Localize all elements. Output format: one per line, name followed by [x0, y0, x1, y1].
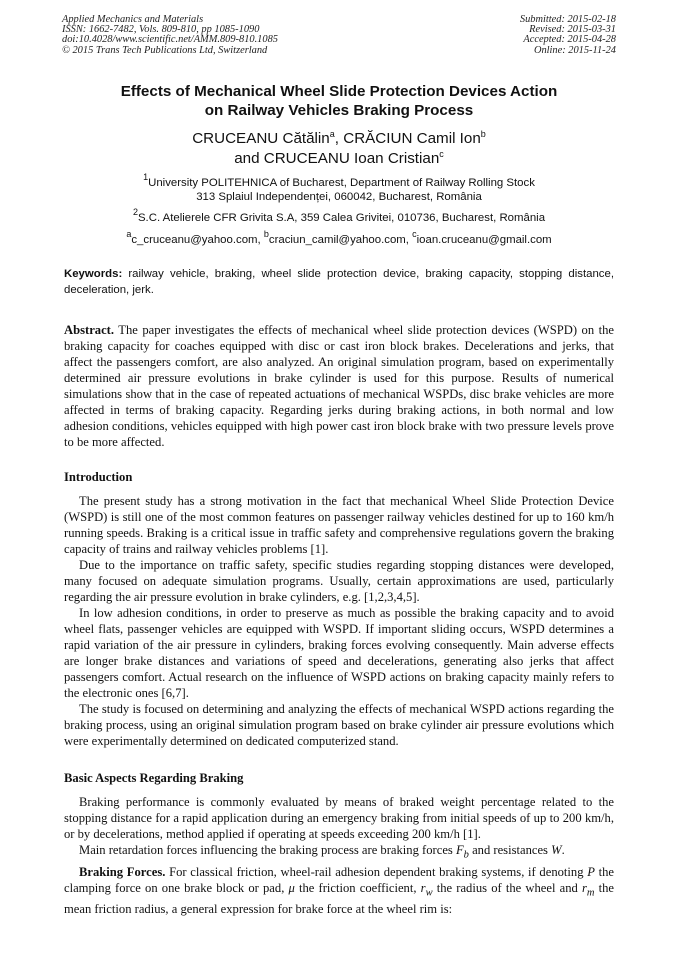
- symbol-sub: m: [586, 887, 595, 899]
- symbol-r: r: [581, 880, 587, 895]
- symbol-P: P: [587, 864, 595, 879]
- introduction-body: [64, 493, 614, 749]
- email-a: c_cruceanu@yahoo.com,: [131, 234, 264, 246]
- date-online: Online: 2015-11-24: [533, 44, 616, 56]
- journal-copyright: © 2015 Trans Tech Publications Ltd, Switzerland: [62, 44, 268, 56]
- affiliation-1-line-1: University POLITEHNICA of Bucharest, Department of Railway Rolling Stock: [148, 177, 535, 189]
- section-heading-basic-aspects: Basic Aspects Regarding Braking: [64, 771, 244, 785]
- symbol-r: r: [420, 880, 426, 895]
- title-line-1: Effects of Mechanical Wheel Slide Protection Devices Action: [120, 83, 558, 100]
- affiliation-2-text: S.C. Atelierele CFR Grivita S.A, 359 Calea Grivitei, 010736, Bucharest, România: [137, 212, 546, 224]
- journal-doi: doi:10.4028/www.scientific.net/AMM.809-810.1085: [62, 34, 278, 46]
- author-emails: [40, 229, 638, 247]
- affiliation-2-sup: 2: [132, 207, 138, 217]
- title-line-2: on Railway Vehicles Braking Process: [204, 102, 474, 119]
- symbol-mu: μ: [288, 880, 295, 895]
- keywords-text: railway vehicle, braking, wheel slide protection device, braking capacity, stopping distance, deceleration, jerk.: [64, 268, 614, 296]
- abstract-label: Abstract.: [64, 323, 115, 337]
- text-run: the clamping force on one brake block or pad,: [64, 864, 614, 895]
- author-3: CRUCEANU Ioan Cristian: [263, 150, 440, 167]
- paragraph: The study is focused on determining and analyzing the effects of mechanical WSPD actions regarding the braking process, using an original simulation program based on brake cylinder air pressure evolutions which were experimentally determined on dedicated computerized stand.: [64, 702, 614, 748]
- paragraph: Braking performance is commonly evaluated by means of braked weight percentage related to the stopping distance for a rapid application during an emergency braking from initial speeds of up to 200 km/h, or by decelerations, method applied if operating at speeds exceeding 200 km/h [1].: [64, 795, 614, 841]
- symbol-F: F: [455, 843, 464, 857]
- date-submitted: Submitted: 2015-02-18: [519, 14, 616, 25]
- author-1-sup: a: [329, 129, 335, 139]
- symbol-sub: b: [463, 849, 469, 861]
- text-run: and resistances: [468, 843, 552, 857]
- paragraph: In low adhesion conditions, in order to preserve as much as possible the braking capacity and to avoid wheel flats, passenger vehicles are equipped with WSPD. If important sliding occurs, WSPD determines a rapid variation of the air pressure in cylinders, braking forces evolving consequently. Main adverse effects are longer brake distances and variations of speed and decelerations, generating also jerks that affect passengers comfort. Actual research on the influence of WSPD actions on braking capacity mainly refers to the electronic ones [6,7].: [64, 606, 614, 700]
- affiliation-1-line-2: 313 Splaiul Independenței, 060042, Bucharest, România: [196, 191, 482, 204]
- text-run: the friction coefficient,: [294, 880, 421, 895]
- text-run: .: [561, 843, 565, 857]
- author-1: CRUCEANU Cătălin: [192, 130, 330, 147]
- email-b: craciun_camil@yahoo.com,: [268, 234, 413, 246]
- email-c: ioan.cruceanu@gmail.com: [416, 234, 552, 246]
- author-and: and: [234, 150, 264, 167]
- author-list: [40, 129, 638, 169]
- basic-aspects-body: [64, 794, 614, 917]
- submission-dates: [520, 15, 616, 56]
- date-revised: Revised: 2015-03-31: [529, 24, 616, 36]
- author-2: CRĂCIUN Camil Ion: [343, 130, 481, 147]
- keywords: [64, 266, 614, 298]
- text-run: Main retardation forces influencing the braking process are braking forces: [79, 843, 456, 857]
- affiliation-1: [40, 172, 638, 205]
- affiliation-2: [40, 207, 638, 225]
- paragraph: The present study has a strong motivation in the fact that mechanical Wheel Slide Protection Device (WSPD) is still one of the most common features on passenger railway vehicles destined for up to 160 km/h running speeds. Braking is a critical issue in traffic safety and comprehensive regulations govern the braking capacity of trains and railway vehicles problems [1].: [64, 494, 614, 556]
- affiliation-1-sup: 1: [143, 172, 149, 182]
- paragraph-label: Braking Forces.: [79, 864, 166, 879]
- paragraph: Due to the importance on traffic safety, specific studies regarding stopping distances were developed, many focused on adequate simulation programs. Usually, certain approximations are used, particularly regarding the air pressure evolution in brake cylinders, e.g. [1,2,3,4,5].: [64, 558, 614, 604]
- paragraph: [64, 864, 614, 918]
- abstract: [64, 322, 614, 450]
- date-accepted: Accepted: 2015-04-28: [523, 34, 616, 46]
- journal-info: [62, 15, 278, 56]
- text-run: the mean friction radius, a general expression for brake force at the wheel rim is:: [64, 880, 614, 917]
- journal-issn: ISSN: 1662-7482, Vols. 809-810, pp 1085-1090: [62, 24, 260, 36]
- journal-name: Applied Mechanics and Materials: [62, 14, 204, 25]
- symbol-sub: w: [425, 887, 433, 899]
- text-run: the radius of the wheel and: [432, 880, 582, 895]
- keywords-label: Keywords:: [64, 268, 123, 280]
- email-b-sup: b: [263, 229, 269, 239]
- text-run: For classical friction, wheel-rail adhesion dependent braking systems, if denoting: [165, 864, 588, 879]
- section-heading-introduction: Introduction: [64, 470, 133, 484]
- symbol-W: W: [551, 843, 562, 857]
- author-3-sup: c: [439, 149, 444, 159]
- paper-title: [40, 82, 638, 120]
- email-a-sup: a: [126, 229, 132, 239]
- email-c-sup: c: [412, 229, 417, 239]
- abstract-text: The paper investigates the effects of mechanical wheel slide protection devices (WSPD) on the braking capacity for coaches equipped with disc or cast iron block brakes. Decelerations and jerks, that affect the passengers comfort, are also analyzed. An original simulation program, based on experimentally determined air pressure evolutions in brake cylinder is used for this purpose. Results of numerical simulations show that in the case of repeated actuations of mechanical WSPDs, disc brake vehicles are more affected in terms of braking capacity. Regarding jerks during braking actions, in both normal and low adhesion conditions, vehicles equipped with high power cast iron block brake with two pressure levels prove to be more affected.: [64, 323, 614, 449]
- author-separator: ,: [334, 130, 344, 147]
- author-2-sup: b: [480, 129, 486, 139]
- paragraph: [64, 842, 614, 864]
